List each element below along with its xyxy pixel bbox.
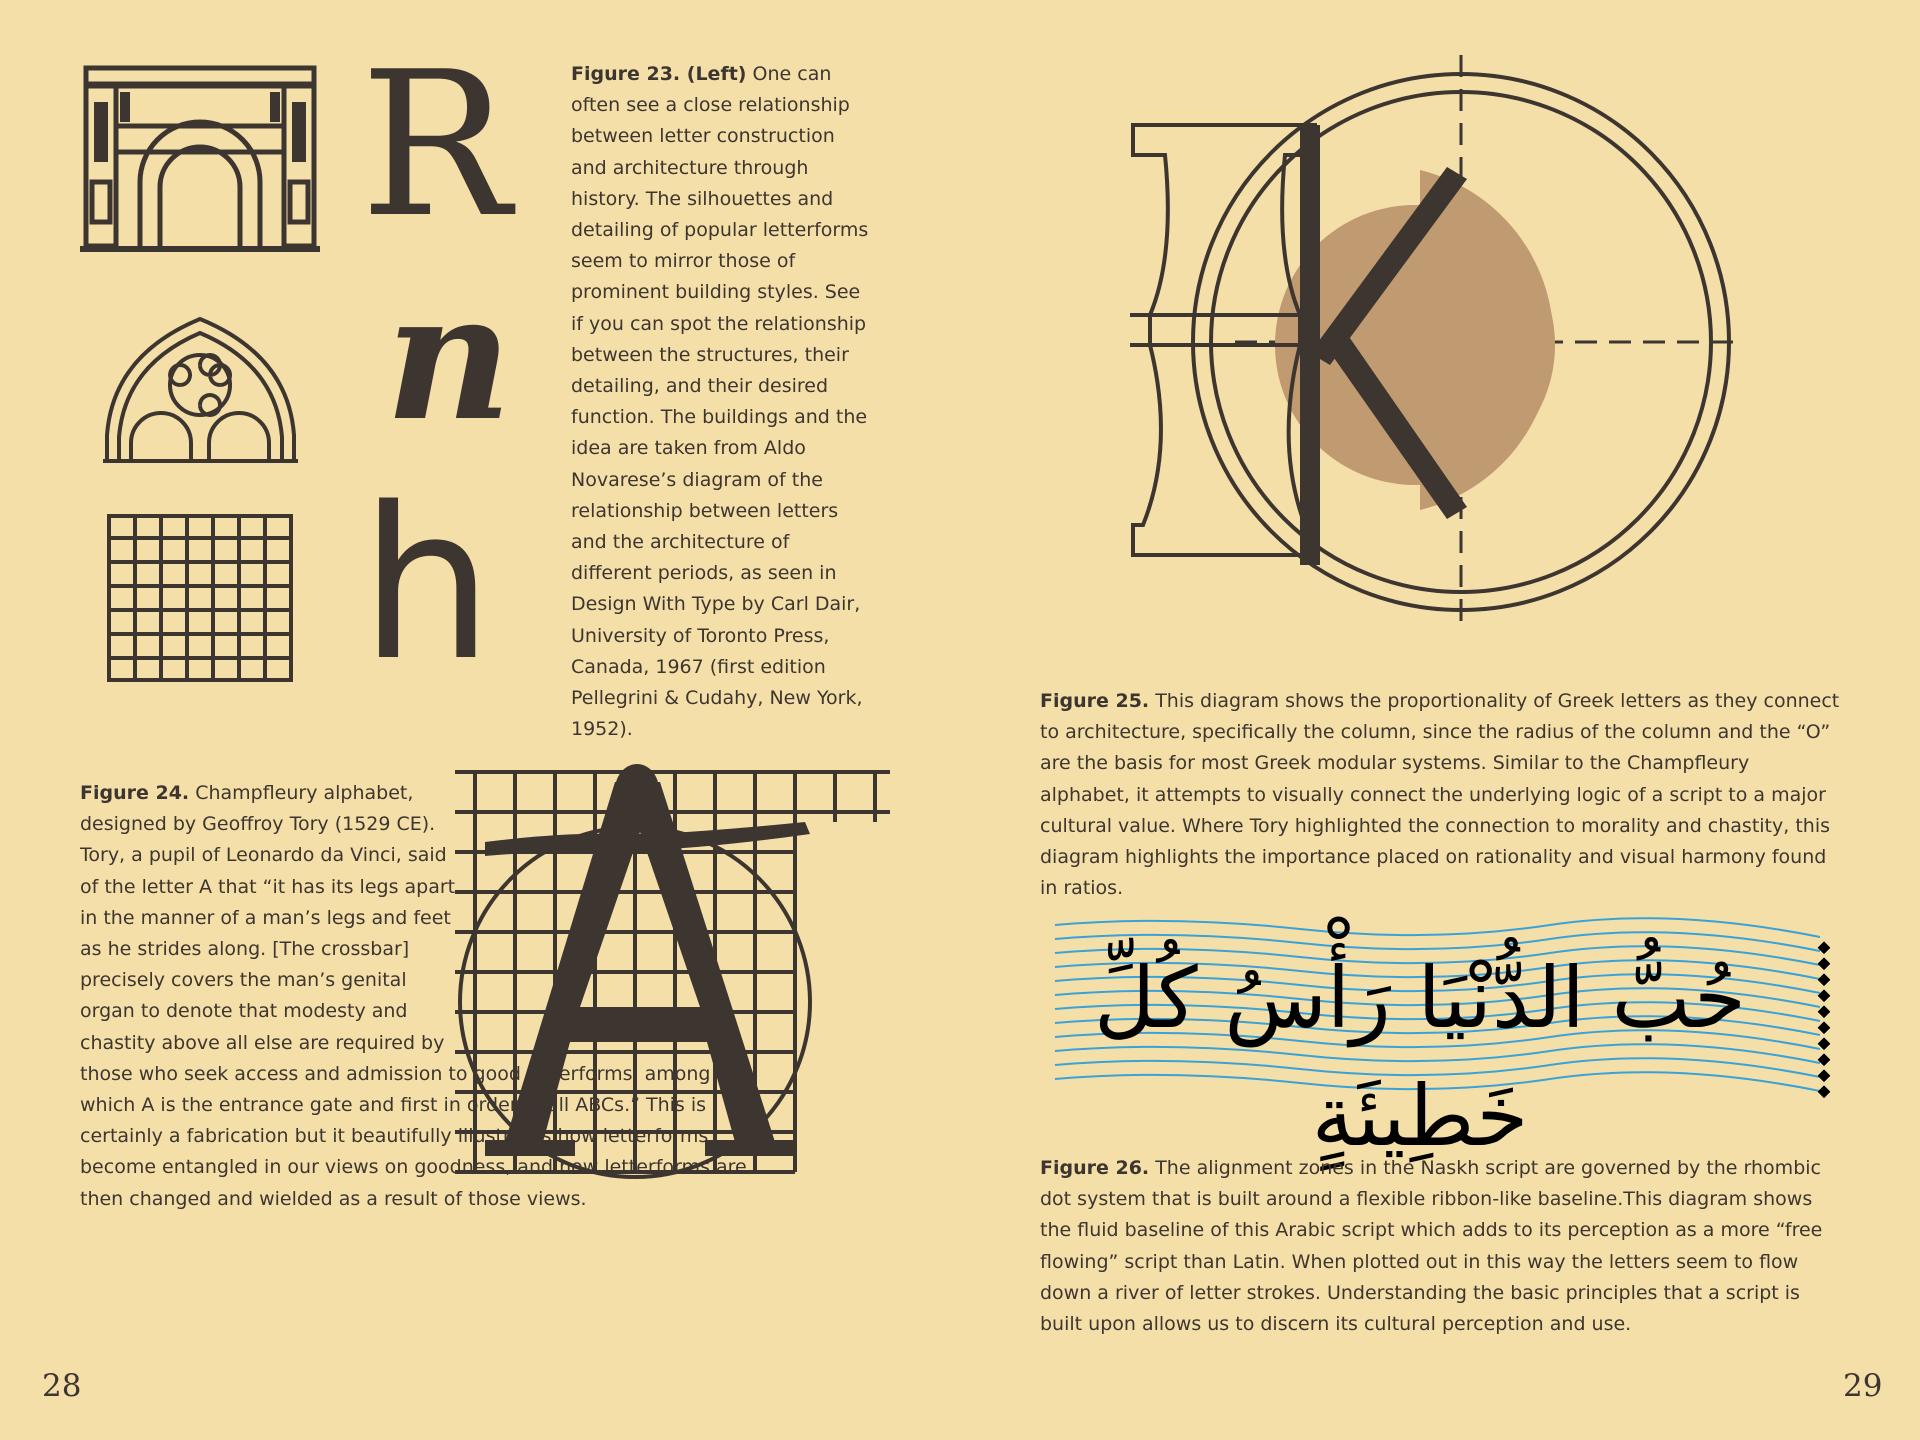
figure-23-caption [571, 59, 876, 745]
roman-arch-building-illustration [80, 62, 320, 252]
letter-r-roman: R [360, 29, 511, 262]
figure-23-label: Figure 23. (Left) [571, 63, 747, 85]
letter-n-blackletter: n [385, 255, 513, 460]
figure-26-label: Figure 26. [1040, 1157, 1150, 1179]
figure-24-caption [80, 778, 760, 1215]
figure-23-text: One can often see a close relationship between letter construction and architecture through history. The silhouettes and detailing of popular letterforms seem to mirror those of prominent building styles. See if you can spot the relationship between the structures, their detailing, and their desired function. The buildings and the idea are taken from Aldo Novarese’s diagram of the relationship between letters and the architecture of different periods, as seen in Design With Type by Carl Dair, University of Toronto Press, Canada, 1967 (first edition Pellegrini & Cudahy, New York, 1952). [571, 63, 869, 741]
figure-24-label: Figure 24. [80, 782, 190, 804]
figure-25-text: This diagram shows the proportionality of Greek letters as they connect to architecture, specifically the column, since the radius of the column and the “O” are the basis for most Greek modular systems. Similar to the Champfleury alphabet, it attempts to visually connect the underlying logic of a script to a major cultural value. Where Tory highlighted the connection to morality and chastity, this diagram highlights the importance placed on rationality and visual harmony found in ratios. [1040, 690, 1840, 900]
gothic-window-illustration [103, 315, 298, 465]
figure-25-label: Figure 25. [1040, 690, 1150, 712]
figure-26-text: The alignment zones in the Naskh script are governed by the rhombic dot system that is built around a flexible ribbon-like baseline.This diagram shows the fluid baseline of this Arabic script which adds to its perception as a more “free flowing” script than Latin. When plotted out in this way the letters seem to flow down a river of letter strokes. Understanding the basic principles that a script is built upon allows us to discern its cultural perception and use. [1040, 1157, 1823, 1336]
arabic-naskh-calligraphy: حُبُّ الدُّنْيَا رَأْسُ كُلِّ خَطِيئَةٍ [1094, 949, 1746, 1165]
figure-26-caption [1040, 1153, 1840, 1340]
modern-grid-building-illustration [105, 512, 295, 684]
letter-h-sans: h [360, 462, 494, 707]
figure-24-text: Champfleury alphabet, designed by Geoffroy Tory (1529 CE). Tory, a pupil of Leonardo da Vinci, said of the letter A that “it has its legs apart in the manner of a man’s legs and feet as he strides along. [The crossbar] precisely covers the man’s genital organ to denote that modesty and chastity above all else are required by those who seek access and admission to good letterforms, among which A is the entrance gate and first in order in all ABCs.” This is certainly a fabrication but it beautifully illustrates how letterforms become entangled in our views on goodness, and how letterforms are then changed and wielded as a result of those views. [80, 782, 747, 1210]
greek-column-k-o-diagram [1125, 55, 1755, 625]
right-page-number: 29 [1843, 1368, 1883, 1404]
left-page-number: 28 [42, 1368, 82, 1404]
figure-25-caption [1040, 686, 1840, 904]
